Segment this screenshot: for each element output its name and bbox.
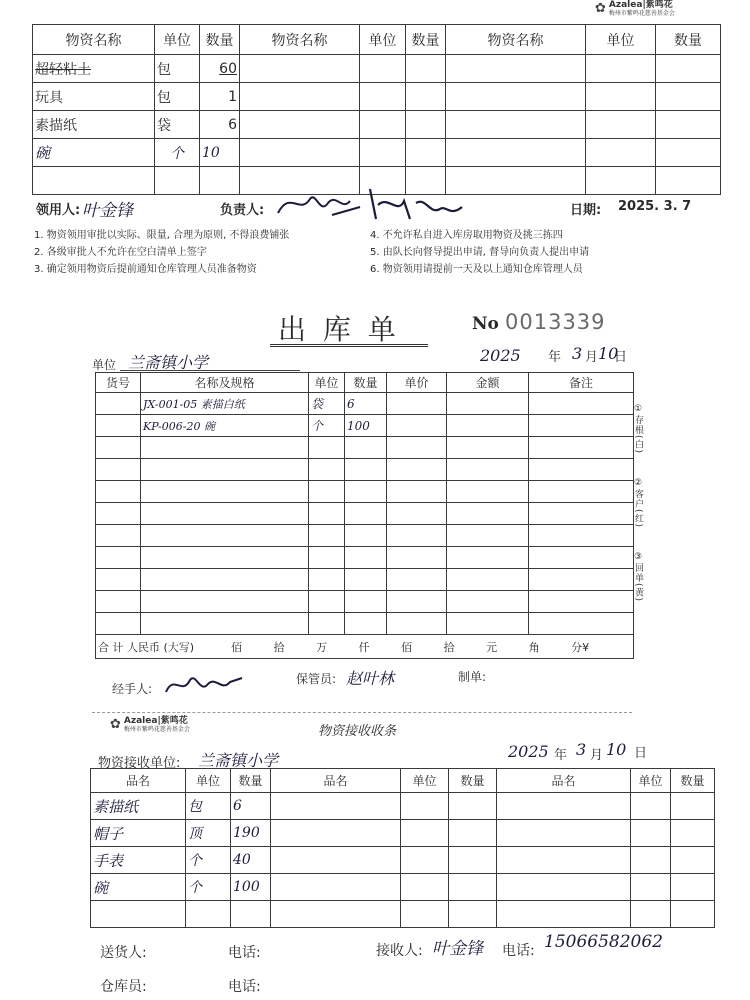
table-row (96, 547, 634, 569)
outbound-no-label: No (472, 314, 499, 334)
outbound-date-year-label: 年 (548, 350, 562, 365)
top-row-name: 素描纸 (33, 111, 155, 139)
receipt-row-name: 碗 (91, 874, 186, 901)
top-row-unit: 包 (155, 83, 200, 111)
table-row (33, 83, 721, 111)
total-unit: 万 (316, 640, 328, 654)
outbound-date-day-label: 日 (614, 350, 628, 365)
outbound-header-row (96, 373, 634, 393)
receipt-date-month: 3 (576, 740, 587, 759)
table-row (96, 591, 634, 613)
outbound-keeper-signature: 赵叶林 (346, 669, 395, 688)
receipt-logo-name: Azalea|紫鸣花 (123, 716, 188, 726)
top-logo-name: Azalea|紫鸣花 (608, 0, 673, 10)
outbound-header-qty: 数量 (345, 373, 387, 393)
top-row-unit: 袋 (155, 111, 200, 139)
receipt-header-name-3: 品名 (497, 769, 631, 793)
table-row (33, 55, 721, 83)
top-receiver-signature: 叶金锋 (82, 201, 133, 221)
top-row-unit: 个 (155, 139, 200, 167)
outbound-header-price: 单价 (387, 373, 447, 393)
receipt-header-unit-1: 单位 (186, 769, 231, 793)
table-row (96, 393, 634, 415)
receipt-header-qty-2: 数量 (449, 769, 497, 793)
receipt-logo-sub: 梅州市紫鸣花慈善基金会 (123, 726, 190, 733)
total-unit: 拾 (273, 640, 285, 654)
table-row (96, 569, 634, 591)
top-rule-3: 3. 确定领用物资后提前通知仓库管理人员准备物资 (34, 264, 257, 275)
outbound-keeper-label: 保管员: (296, 672, 337, 686)
outbound-date-day: 10 (598, 344, 619, 363)
receipt-row-qty: 40 (231, 847, 271, 874)
outbound-row-name: JX-001-05 素描白纸 (141, 393, 309, 415)
receipt-receiver-label: 接收人: (376, 943, 423, 959)
outbound-header-amount: 金额 (447, 373, 529, 393)
table-row (33, 111, 721, 139)
receipt-date-day-label: 日 (634, 746, 648, 761)
outbound-row-unit: 袋 (309, 393, 345, 415)
copy-label-return: ③回单(黄) (633, 552, 643, 603)
outbound-title: 出 库 单 (278, 313, 400, 346)
top-header-name-1: 物资名称 (33, 25, 155, 55)
outbound-date-year: 2025 (480, 346, 521, 365)
receipt-date-month-label: 月 (590, 748, 604, 763)
receipt-header-unit-2: 单位 (401, 769, 449, 793)
total-unit: 角 (528, 640, 540, 654)
receipt-row-name: 帽子 (91, 820, 186, 847)
receipt-row-unit: 顶 (186, 820, 231, 847)
top-header-qty-3: 数量 (656, 25, 721, 55)
outbound-total-label: 合 计 人民币 (大写) (98, 640, 195, 654)
top-receiver-label: 领用人: (36, 203, 81, 218)
top-row-qty: 6 (200, 111, 240, 139)
table-row (96, 437, 634, 459)
outbound-unit-label: 单位 (92, 358, 117, 372)
receipt-title: 物资接收收条 (318, 724, 397, 739)
receipt-header-name-1: 品名 (91, 769, 186, 793)
top-rule-1: 1. 物资领用审批以实际、限量, 合理为原则, 不得浪费铺张 (34, 230, 290, 241)
receipt-header-unit-3: 单位 (631, 769, 671, 793)
top-date-value: 2025. 3. 7 (618, 199, 692, 214)
top-manager-signature (270, 185, 480, 225)
top-manager-label: 负责人: (220, 203, 265, 218)
table-row (96, 613, 634, 635)
receipt-header-qty-3: 数量 (671, 769, 715, 793)
outbound-handler-signature (160, 668, 250, 700)
top-row-name: 碗 (33, 139, 155, 167)
top-header-name-2: 物资名称 (240, 25, 360, 55)
outbound-unit-value: 兰斋镇小学 (128, 353, 209, 372)
outbound-total-row (96, 635, 634, 659)
top-header-qty-2: 数量 (406, 25, 446, 55)
top-material-table (32, 24, 721, 195)
receipt-table (90, 768, 715, 928)
table-row (96, 481, 634, 503)
outbound-date-month-label: 月 (585, 350, 599, 365)
top-rule-5: 5. 由队长向督导提出申请, 督导向负责人提出申请 (370, 247, 590, 258)
top-rule-6: 6. 物资领用请提前一天及以上通知仓库管理人员 (370, 264, 583, 275)
total-unit: 拾 (443, 640, 455, 654)
top-row-name: 超轻粘土 (33, 55, 155, 83)
outbound-date-month: 3 (572, 344, 583, 363)
receipt-receiver-phone: 15066582062 (544, 932, 663, 952)
outbound-row-qty: 100 (345, 415, 387, 437)
receipt-row-name: 手表 (91, 847, 186, 874)
receipt-divider (92, 712, 632, 713)
outbound-row-qty: 6 (345, 393, 387, 415)
receipt-receiver-signature: 叶金锋 (432, 939, 483, 959)
top-header-unit-2: 单位 (360, 25, 406, 55)
outbound-unit-underline (120, 370, 300, 371)
top-row-qty: 1 (200, 83, 240, 111)
receipt-row-qty: 6 (231, 793, 271, 820)
outbound-row-code (96, 393, 141, 415)
table-row (96, 459, 634, 481)
table-row (91, 847, 715, 874)
receipt-row-qty: 190 (231, 820, 271, 847)
copy-label-stub: ①存根(白) (633, 404, 643, 455)
receipt-row-qty: 100 (231, 874, 271, 901)
top-logo-sub: 梅州市紫鸣花慈善基金会 (608, 10, 675, 17)
top-rule-4: 4. 不允许私自进入库房取用物资及挑三拣四 (370, 230, 563, 241)
outbound-handler-label: 经手人: (112, 682, 153, 696)
total-unit: 佰 (401, 640, 413, 654)
receipt-sender-phone-label: 电话: (228, 945, 261, 961)
top-logo (595, 0, 675, 17)
receipt-row-unit: 个 (186, 874, 231, 901)
receipt-date-day: 10 (606, 740, 627, 759)
top-header-qty-1: 数量 (200, 25, 240, 55)
outbound-row-code (96, 415, 141, 437)
receipt-date-year-label: 年 (554, 748, 568, 763)
receipt-row-unit: 个 (186, 847, 231, 874)
table-row (91, 820, 715, 847)
receipt-receiver-phone-label: 电话: (502, 943, 535, 959)
table-row (91, 874, 715, 901)
top-rule-2: 2. 各级审批人不允许在空白清单上签字 (34, 247, 207, 258)
outbound-header-code: 货号 (96, 373, 141, 393)
table-row (96, 415, 634, 437)
table-row (96, 503, 634, 525)
outbound-title-underline (270, 344, 428, 347)
outbound-no-value: 0013339 (505, 310, 606, 334)
top-date-label: 日期: (570, 203, 602, 218)
receipt-date-year: 2025 (508, 742, 549, 761)
total-unit: 仟 (358, 640, 370, 654)
flower-logo-icon: ✿ (110, 717, 121, 732)
outbound-header-name: 名称及规格 (141, 373, 309, 393)
outbound-header-remark: 备注 (529, 373, 634, 393)
copy-label-customer: ②客户(红) (633, 478, 643, 529)
outbound-header-unit: 单位 (309, 373, 345, 393)
receipt-sender-label: 送货人: (100, 945, 147, 961)
top-row-qty: 60 (200, 55, 240, 83)
top-row-unit: 包 (155, 55, 200, 83)
top-header-name-3: 物资名称 (446, 25, 586, 55)
top-row-name: 玩具 (33, 83, 155, 111)
receipt-header-row (91, 769, 715, 793)
table-row (96, 525, 634, 547)
total-unit: 佰 (231, 640, 243, 654)
top-header-unit-3: 单位 (586, 25, 656, 55)
receipt-unit-label: 物资接收单位: (98, 756, 181, 771)
receipt-unit-value: 兰斋镇小学 (198, 751, 279, 770)
outbound-maker-label: 制单: (458, 670, 487, 684)
receipt-warehouse-phone-label: 电话: (228, 979, 261, 995)
top-header-unit-1: 单位 (155, 25, 200, 55)
total-unit: 分¥ (571, 640, 590, 654)
outbound-row-name: KP-006-20 碗 (141, 415, 309, 437)
flower-logo-icon: ✿ (595, 1, 606, 16)
receipt-header-qty-1: 数量 (231, 769, 271, 793)
receipt-row-name: 素描纸 (91, 793, 186, 820)
top-row-qty: 10 (200, 139, 240, 167)
receipt-logo (110, 716, 190, 733)
top-table-header-row (33, 25, 721, 55)
receipt-warehouse-label: 仓库员: (100, 979, 147, 995)
receipt-row-unit: 包 (186, 793, 231, 820)
table-row (91, 901, 715, 928)
outbound-table (95, 372, 634, 659)
table-row (91, 793, 715, 820)
table-row (33, 139, 721, 167)
total-unit: 元 (486, 640, 498, 654)
receipt-header-name-2: 品名 (271, 769, 401, 793)
outbound-row-unit: 个 (309, 415, 345, 437)
